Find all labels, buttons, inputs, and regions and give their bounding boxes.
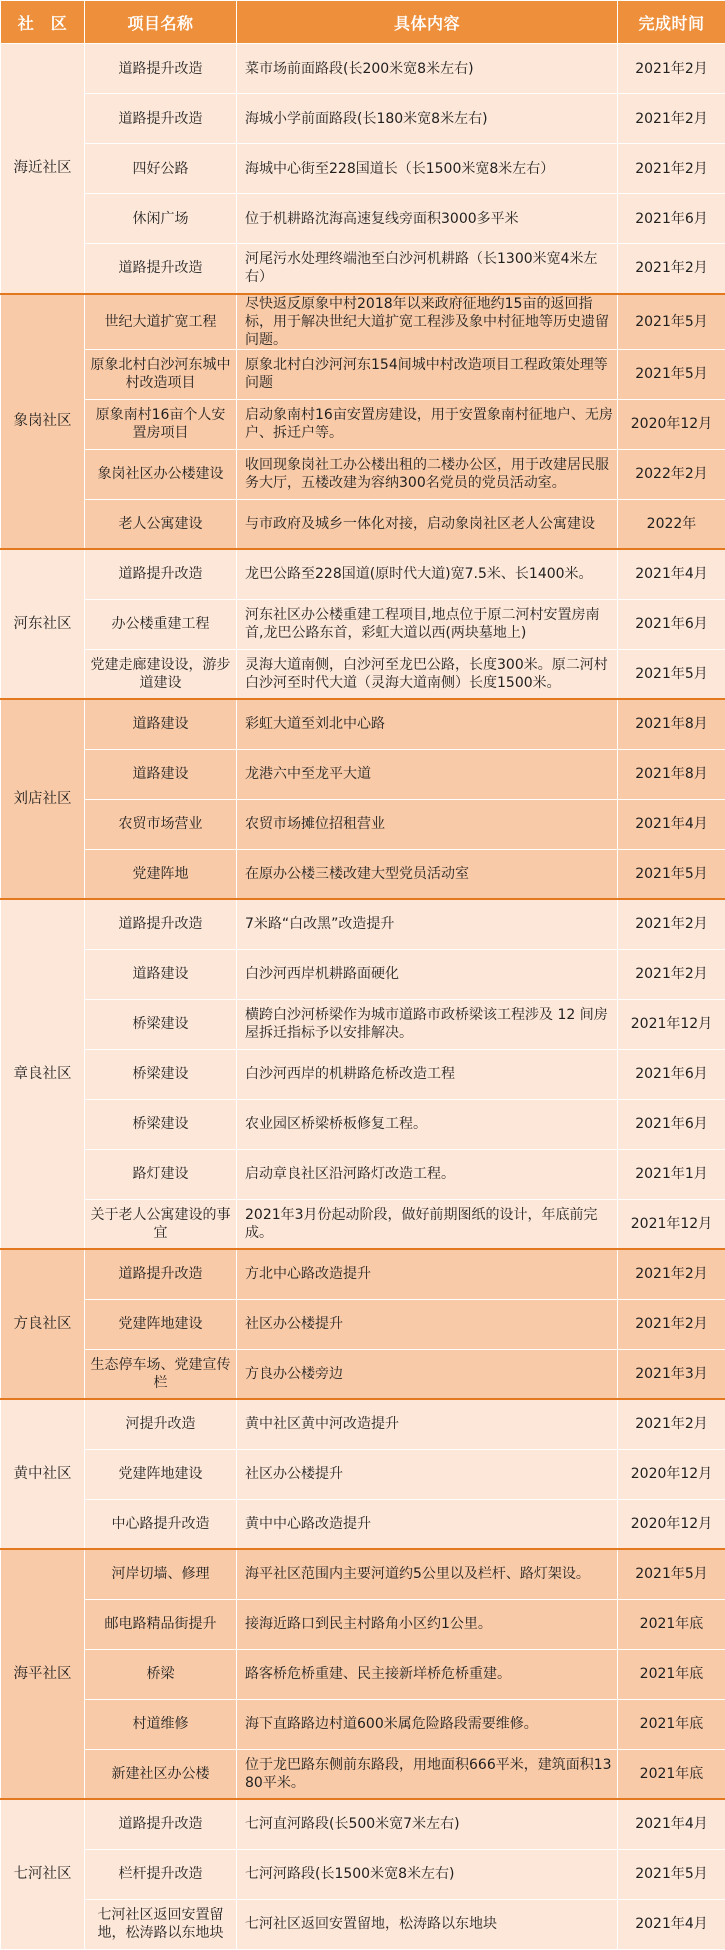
- table-row: [1, 1199, 725, 1249]
- date-cell: 2021年1月: [618, 1149, 725, 1199]
- table-row: [1, 499, 725, 549]
- date-cell: 2021年5月: [618, 294, 725, 350]
- project-cell: 村道维修: [85, 1699, 237, 1749]
- date-cell: 2020年12月: [618, 1499, 725, 1549]
- table-row: [1, 699, 725, 749]
- content-cell: 2021年3月份起动阶段，做好前期图纸的设计，年底前完成。: [237, 1199, 618, 1249]
- header-content: 具体内容: [237, 1, 618, 44]
- date-cell: 2020年12月: [618, 399, 725, 449]
- table-row: [1, 144, 725, 194]
- project-cell: 休闲广场: [85, 194, 237, 244]
- content-cell: 海城中心街至228国道长（长1500米宽8米左右）: [237, 144, 618, 194]
- table-row: [1, 1649, 725, 1699]
- project-cell: 桥梁建设: [85, 1099, 237, 1149]
- date-cell: 2021年6月: [618, 1049, 725, 1099]
- table-row: [1, 1099, 725, 1149]
- content-cell: 农业园区桥梁桥板修复工程。: [237, 1099, 618, 1149]
- project-cell: 道路提升改造: [85, 1249, 237, 1299]
- table-row: [1, 194, 725, 244]
- project-cell: 栏杆提升改造: [85, 1849, 237, 1899]
- content-cell: 白沙河西岸机耕路面硬化: [237, 949, 618, 999]
- content-cell: 七河社区返回安置留地，松涛路以东地块: [237, 1899, 618, 1949]
- content-cell: 农贸市场摊位招租营业: [237, 799, 618, 849]
- date-cell: 2021年2月: [618, 94, 725, 144]
- content-cell: 社区办公楼提升: [237, 1449, 618, 1499]
- date-cell: 2021年底: [618, 1749, 725, 1799]
- content-cell: 在原办公楼三楼改建大型党员活动室: [237, 849, 618, 899]
- table-row: [1, 949, 725, 999]
- community-cell: 海近社区: [1, 44, 85, 294]
- project-cell: 老人公寓建设: [85, 499, 237, 549]
- date-cell: 2021年4月: [618, 1899, 725, 1949]
- table-row: [1, 1549, 725, 1599]
- content-cell: 横跨白沙河桥梁作为城市道路市政桥梁该工程涉及 12 间房屋拆迁指标予以安排解决。: [237, 999, 618, 1049]
- table-body: [1, 44, 725, 1950]
- project-cell: 道路建设: [85, 699, 237, 749]
- date-cell: 2021年4月: [618, 549, 725, 599]
- project-cell: 桥梁建设: [85, 1049, 237, 1099]
- community-cell: 七河社区: [1, 1799, 85, 1949]
- table-row: [1, 849, 725, 899]
- content-cell: 彩虹大道至刘北中心路: [237, 699, 618, 749]
- project-cell: 道路提升改造: [85, 44, 237, 94]
- date-cell: 2021年2月: [618, 144, 725, 194]
- table-row: [1, 999, 725, 1049]
- date-cell: 2021年8月: [618, 699, 725, 749]
- community-cell: 黄中社区: [1, 1399, 85, 1549]
- project-cell: 道路提升改造: [85, 549, 237, 599]
- table-row: [1, 1299, 725, 1349]
- project-cell: 邮电路精品街提升: [85, 1599, 237, 1649]
- project-cell: 象岗社区办公楼建设: [85, 449, 237, 499]
- content-cell: 海平社区范围内主要河道约5公里以及栏杆、路灯架设。: [237, 1549, 618, 1599]
- project-cell: 道路提升改造: [85, 94, 237, 144]
- date-cell: 2021年12月: [618, 1199, 725, 1249]
- content-cell: 尽快返反原象中村2018年以来政府征地约15亩的返回指标，用于解决世纪大道扩宽工程涉及象中村征地等历史遗留问题。: [237, 294, 618, 350]
- content-cell: 路客桥危桥重建、民主接新垟桥危桥重建。: [237, 1649, 618, 1699]
- content-cell: 灵海大道南侧，白沙河至龙巴公路，长度300米。原二河村白沙河至时代大道（灵海大道南侧）长度1500米。: [237, 649, 618, 699]
- project-cell: 桥梁建设: [85, 999, 237, 1049]
- table-row: [1, 399, 725, 449]
- date-cell: 2022年: [618, 499, 725, 549]
- date-cell: 2021年底: [618, 1649, 725, 1699]
- project-cell: 农贸市场营业: [85, 799, 237, 849]
- project-cell: 道路提升改造: [85, 899, 237, 949]
- table-row: [1, 1399, 725, 1449]
- table-row: [1, 749, 725, 799]
- date-cell: 2021年2月: [618, 1249, 725, 1299]
- community-cell: 河东社区: [1, 549, 85, 699]
- content-cell: 海城小学前面路段(长180米宽8米左右): [237, 94, 618, 144]
- table-row: [1, 1349, 725, 1399]
- content-cell: 黄中社区黄中河改造提升: [237, 1399, 618, 1449]
- table-row: [1, 94, 725, 144]
- content-cell: 河尾污水处理终端池至白沙河机耕路（长1300米宽4米左右）: [237, 244, 618, 294]
- project-cell: 河岸切墙、修理: [85, 1549, 237, 1599]
- date-cell: 2021年2月: [618, 44, 725, 94]
- content-cell: 7米路“白改黑”改造提升: [237, 899, 618, 949]
- community-cell: 海平社区: [1, 1549, 85, 1799]
- date-cell: 2021年2月: [618, 1299, 725, 1349]
- date-cell: 2021年8月: [618, 749, 725, 799]
- content-cell: 接海近路口到民主村路角小区约1公里。: [237, 1599, 618, 1649]
- content-cell: 方北中心路改造提升: [237, 1249, 618, 1299]
- community-cell: 象岗社区: [1, 294, 85, 550]
- content-cell: 社区办公楼提升: [237, 1299, 618, 1349]
- table-row: [1, 1049, 725, 1099]
- community-cell: 刘店社区: [1, 699, 85, 899]
- content-cell: 七河直河路段(长500米宽7米左右): [237, 1799, 618, 1849]
- project-cell: 四好公路: [85, 144, 237, 194]
- table-row: [1, 1899, 725, 1949]
- content-cell: 启动章良社区沿河路灯改造工程。: [237, 1149, 618, 1199]
- project-cell: 桥梁: [85, 1649, 237, 1699]
- project-cell: 原象南村16亩个人安置房项目: [85, 399, 237, 449]
- content-cell: 方良办公楼旁边: [237, 1349, 618, 1399]
- table-row: [1, 1799, 725, 1849]
- project-cell: 路灯建设: [85, 1149, 237, 1199]
- project-cell: 七河社区返回安置留地，松涛路以东地块: [85, 1899, 237, 1949]
- date-cell: 2021年4月: [618, 799, 725, 849]
- project-cell: 办公楼重建工程: [85, 599, 237, 649]
- table-row: [1, 1149, 725, 1199]
- project-cell: 原象北村白沙河东城中村改造项目: [85, 349, 237, 399]
- project-cell: 党建走廊建设设，游步道建设: [85, 649, 237, 699]
- content-cell: 龙港六中至龙平大道: [237, 749, 618, 799]
- date-cell: 2021年2月: [618, 899, 725, 949]
- project-cell: 道路提升改造: [85, 1799, 237, 1849]
- date-cell: 2021年2月: [618, 949, 725, 999]
- content-cell: 启动象南村16亩安置房建设，用于安置象南村征地户、无房户、拆迁户等。: [237, 399, 618, 449]
- table-row: [1, 1849, 725, 1899]
- header-community: 社 区: [1, 1, 85, 44]
- project-cell: 党建阵地: [85, 849, 237, 899]
- content-cell: 位于机耕路沈海高速复线旁面积3000多平米: [237, 194, 618, 244]
- date-cell: 2021年5月: [618, 349, 725, 399]
- table-row: [1, 349, 725, 399]
- date-cell: 2021年6月: [618, 194, 725, 244]
- content-cell: 原象北村白沙河河东154间城中村改造项目工程政策处理等问题: [237, 349, 618, 399]
- date-cell: 2020年12月: [618, 1449, 725, 1499]
- content-cell: 位于龙巴路东侧前东路段，用地面积666平米，建筑面积1380平米。: [237, 1749, 618, 1799]
- date-cell: 2021年5月: [618, 649, 725, 699]
- project-cell: 党建阵地建设: [85, 1449, 237, 1499]
- date-cell: 2021年2月: [618, 1399, 725, 1449]
- project-cell: 世纪大道扩宽工程: [85, 294, 237, 350]
- date-cell: 2021年12月: [618, 999, 725, 1049]
- community-cell: 章良社区: [1, 899, 85, 1249]
- content-cell: 黄中中心路改造提升: [237, 1499, 618, 1549]
- date-cell: 2021年5月: [618, 849, 725, 899]
- date-cell: 2021年6月: [618, 599, 725, 649]
- content-cell: 龙巴公路至228国道(原时代大道)宽7.5米、长1400米。: [237, 549, 618, 599]
- table-row: [1, 44, 725, 94]
- table-row: [1, 1249, 725, 1299]
- date-cell: 2021年5月: [618, 1549, 725, 1599]
- content-cell: 与市政府及城乡一体化对接，启动象岗社区老人公寓建设: [237, 499, 618, 549]
- content-cell: 菜市场前面路段(长200米宽8米左右): [237, 44, 618, 94]
- header-project: 项目名称: [85, 1, 237, 44]
- project-cell: 新建社区办公楼: [85, 1749, 237, 1799]
- project-cell: 河提升改造: [85, 1399, 237, 1449]
- table-row: [1, 899, 725, 949]
- content-cell: 白沙河西岸的机耕路危桥改造工程: [237, 1049, 618, 1099]
- project-cell: 道路建设: [85, 949, 237, 999]
- content-cell: 七河河路段(长1500米宽8米左右): [237, 1849, 618, 1899]
- header-date: 完成时间: [618, 1, 725, 44]
- table-row: [1, 294, 725, 350]
- project-cell: 道路提升改造: [85, 244, 237, 294]
- table-header: [1, 1, 725, 44]
- date-cell: 2021年底: [618, 1599, 725, 1649]
- project-cell: 生态停车场、党建宣传栏: [85, 1349, 237, 1399]
- table-row: [1, 1499, 725, 1549]
- content-cell: 收回现象岗社工办公楼出租的二楼办公区，用于改建居民服务大厅，五楼改建为容纳300名党员的党员活动室。: [237, 449, 618, 499]
- table-row: [1, 1449, 725, 1499]
- project-cell: 党建阵地建设: [85, 1299, 237, 1349]
- table-row: [1, 799, 725, 849]
- table-row: [1, 244, 725, 294]
- project-cell: 中心路提升改造: [85, 1499, 237, 1549]
- table-row: [1, 1599, 725, 1649]
- date-cell: 2021年4月: [618, 1799, 725, 1849]
- content-cell: 河东社区办公楼重建工程项目,地点位于原二河村安置房南首,龙巴公路东首，彩虹大道以西(两块墓地上): [237, 599, 618, 649]
- table-row: [1, 1699, 725, 1749]
- table-row: [1, 1749, 725, 1799]
- date-cell: 2021年底: [618, 1699, 725, 1749]
- table-row: [1, 649, 725, 699]
- community-cell: 方良社区: [1, 1249, 85, 1399]
- project-cell: 道路建设: [85, 749, 237, 799]
- date-cell: 2021年5月: [618, 1849, 725, 1899]
- table-row: [1, 549, 725, 599]
- date-cell: 2021年6月: [618, 1099, 725, 1149]
- content-cell: 海下直路路边村道600米属危险路段需要维修。: [237, 1699, 618, 1749]
- table-row: [1, 599, 725, 649]
- date-cell: 2021年2月: [618, 244, 725, 294]
- project-cell: 关于老人公寓建设的事宜: [85, 1199, 237, 1249]
- table-row: [1, 449, 725, 499]
- date-cell: 2022年2月: [618, 449, 725, 499]
- date-cell: 2021年3月: [618, 1349, 725, 1399]
